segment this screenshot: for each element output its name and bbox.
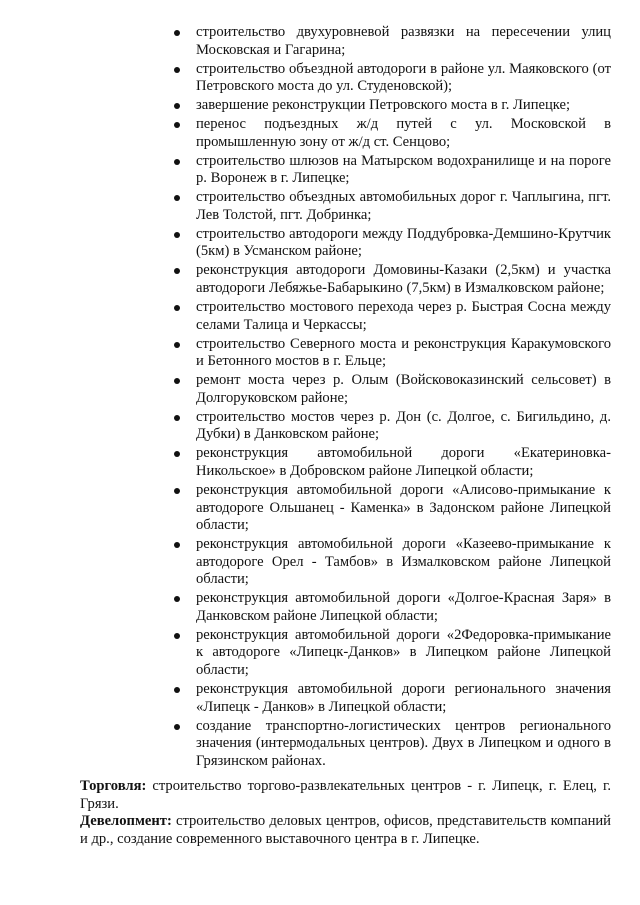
bullet-dot-icon (174, 687, 180, 693)
list-item (174, 97, 611, 115)
bullet-dot-icon (174, 542, 180, 548)
bullet-dot-icon (174, 415, 180, 421)
list-item-text: строительство шлюзов на Матырском водохранилище и на пороге р. Воронеж в г. Липецке; (196, 152, 611, 187)
bullet-dot-icon (174, 268, 180, 274)
list-item-text: реконструкция автомобильной дороги «Долгое-Красная Заря» в Данковском районе Липецкой области; (196, 590, 611, 624)
list-item (174, 372, 611, 407)
list-item (174, 116, 611, 151)
list-item (174, 627, 611, 680)
list-item (174, 24, 611, 59)
list-item-text: строительство объездных автомобильных дорог г. Чаплыгина, пгт. Лев Толстой, пгт. Добринка; (196, 189, 611, 223)
list-item-text: строительство мостового перехода через р. Быстрая Сосна между селами Талица и Черкассы; (196, 299, 611, 333)
list-item (174, 718, 611, 771)
list-item (174, 681, 611, 716)
bullet-dot-icon (174, 596, 180, 602)
bullet-dot-icon (174, 305, 180, 311)
trade-paragraph (80, 778, 611, 813)
list-item (174, 299, 611, 334)
trade-text: строительство торгово-развлекательных центров - г. Липецк, г. Елец, г. Грязи. (80, 778, 611, 812)
list-item (174, 590, 611, 625)
list-item-text: строительство двухуровневой развязки на пересечении улиц Московская и Гагарина; (196, 24, 611, 58)
bullet-dot-icon (174, 488, 180, 494)
list-item (174, 226, 611, 261)
bullet-dot-icon (174, 724, 180, 730)
bullet-dot-icon (174, 633, 180, 639)
bullet-dot-icon (174, 122, 180, 128)
development-paragraph (80, 813, 611, 848)
bullet-dot-icon (174, 103, 180, 109)
list-item (174, 445, 611, 480)
bullet-dot-icon (174, 378, 180, 384)
development-label: Девелопмент: (80, 813, 172, 829)
list-item (174, 189, 611, 224)
list-item-text: строительство Северного моста и реконструкция Каракумовского и Бетонного мостов в г. Ельце; (196, 335, 611, 370)
list-item-text: реконструкция автомобильной дороги «Алисово-примыкание к автодороге Ольшанец - Каменка» в Задонском районе Липецкой области; (196, 481, 611, 534)
list-item-text: реконструкция автомобильной дороги регионального значения «Липецк - Данков» в Липецкой области; (196, 681, 611, 715)
list-item-text: строительство объездной автодороги в районе ул. Маяковского (от Петровского моста до ул. Студеновской); (196, 60, 611, 95)
list-item-text: перенос подъездных ж/д путей с ул. Московской в промышленную зону от ж/д ст. Сенцово; (196, 116, 611, 150)
list-item (174, 536, 611, 589)
bullet-list (174, 24, 611, 772)
list-item (174, 336, 611, 371)
list-item-text: реконструкция автомобильной дороги «2Федоровка-примыкание к автодороге «Липецк-Данков» в Липецком районе Липецкой области; (196, 626, 611, 679)
development-text: строительство деловых центров, офисов, представительств компаний и др., создание современного выставочного центра в г. Липецке. (80, 813, 611, 847)
list-item (174, 61, 611, 96)
list-item (174, 153, 611, 188)
trade-label: Торговля: (80, 778, 147, 794)
bullet-dot-icon (174, 30, 180, 36)
list-item-text: реконструкция автомобильной дороги «Казеево-примыкание к автодороге Орел - Тамбов» в Измалковском районе Липецкой области; (196, 536, 611, 588)
list-item-text: реконструкция автомобильной дороги «Екатериновка-Никольское» в Добровском районе Липецкой области; (196, 445, 611, 479)
bullet-dot-icon (174, 195, 180, 201)
list-item-text: строительство автодороги между Поддубровка-Демшино-Крутчик (5км) в Усманском районе; (196, 225, 611, 260)
list-item (174, 482, 611, 535)
list-item (174, 409, 611, 444)
list-item-text: завершение реконструкции Петровского моста в г. Липецке; (196, 97, 571, 114)
bullet-dot-icon (174, 342, 180, 348)
list-item (174, 262, 611, 297)
list-item-text: реконструкция автодороги Домовины-Казаки (2,5км) и участка автодороги Лебяжье-Бабарыкино (7,5км) в Измалковском районе; (196, 262, 611, 297)
list-item-text: создание транспортно-логистических центров регионального значения (интермодальных центров). Двух в Липецком и одного в Грязинском районах. (196, 717, 611, 769)
bullet-dot-icon (174, 232, 180, 238)
list-item-text: строительство мостов через р. Дон (с. Долгое, с. Бигильдино, д. Дубки) в Данковском районе; (196, 408, 611, 443)
bullet-dot-icon (174, 159, 180, 165)
bullet-dot-icon (174, 451, 180, 457)
bullet-dot-icon (174, 67, 180, 73)
list-item-text: ремонт моста через р. Олым (Войсковоказинский сельсовет) в Долгоруковском районе; (196, 372, 611, 406)
